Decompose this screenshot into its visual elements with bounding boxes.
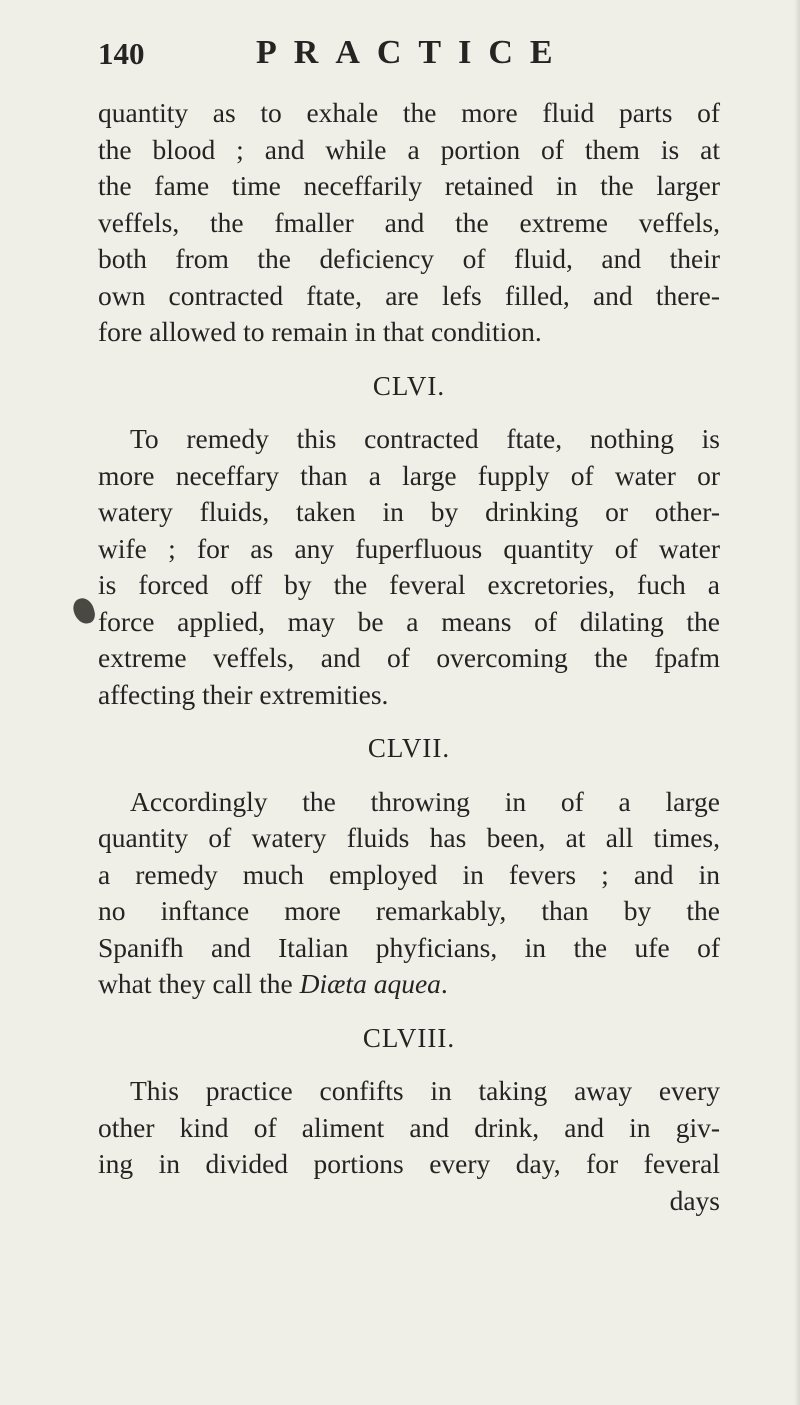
text-line: wife ; for as any fuperfluous quantity of water bbox=[98, 532, 720, 564]
text-line: ing in divided portions every day, for feveral bbox=[98, 1148, 720, 1179]
text-line: quantity as to exhale the more fluid parts of bbox=[98, 97, 720, 128]
section-157-paragraph bbox=[98, 784, 720, 1003]
text-line: more neceffary than a large fupply of water or bbox=[98, 459, 720, 491]
section-156-paragraph bbox=[98, 421, 720, 713]
text-line: the fame time neceffarily retained in the larger bbox=[98, 170, 720, 201]
text-line: To remedy this contracted ftate, nothing is bbox=[130, 423, 720, 454]
text-line bbox=[98, 966, 720, 1003]
text-line: force applied, may be a means of dilating the bbox=[98, 605, 720, 637]
page-edge-shadow bbox=[794, 0, 800, 1405]
text-line: affecting their extremities. bbox=[98, 678, 389, 710]
text-line: Spanifh and Italian phyficians, in the ufe of bbox=[98, 931, 720, 963]
text-line: the blood ; and while a portion of them is at bbox=[98, 133, 720, 165]
section-number-158: CLVIII. bbox=[362, 1022, 456, 1053]
text-line-suffix: . bbox=[440, 968, 448, 999]
text-line: veffels, the fmaller and the extreme veffels, bbox=[98, 206, 720, 238]
text-line: watery fluids, taken in by drinking or other- bbox=[98, 496, 720, 527]
running-title: PRACTICE bbox=[256, 34, 570, 71]
text-line: is forced off by the feveral excretories, fuch a bbox=[98, 569, 720, 600]
section-number-157: CLVII. bbox=[367, 733, 451, 763]
text-line: both from the deficiency of fluid, and their bbox=[98, 243, 720, 274]
section-number-156: CLVI. bbox=[372, 370, 446, 401]
catchword: days bbox=[669, 1184, 720, 1216]
text-line: a remedy much employed in fevers ; and in bbox=[98, 858, 720, 890]
text-line: extreme veffels, and of overcoming the fpafm bbox=[98, 642, 720, 673]
text-line-prefix: what they call the bbox=[98, 968, 300, 999]
page-number: 140 bbox=[98, 36, 145, 71]
text-line: quantity of watery fluids has been, at all times, bbox=[98, 822, 720, 853]
text-line: no inftance more remarkably, than by the bbox=[98, 895, 720, 926]
italic-term: Diæta aquea bbox=[299, 968, 441, 999]
text-line: own contracted ftate, are lefs filled, and there- bbox=[98, 279, 720, 311]
text-line: other kind of aliment and drink, and in giv- bbox=[98, 1111, 720, 1143]
ink-blot-mark bbox=[71, 596, 97, 626]
text-line: fore allowed to remain in that condition. bbox=[98, 316, 542, 347]
running-head bbox=[98, 34, 718, 78]
text-line: Accordingly the throwing in of a large bbox=[130, 785, 720, 817]
paragraph-continued bbox=[98, 95, 720, 351]
section-158-paragraph bbox=[98, 1073, 720, 1219]
page-body bbox=[98, 95, 720, 1219]
text-line: This practice confifts in taking away every bbox=[130, 1075, 720, 1106]
